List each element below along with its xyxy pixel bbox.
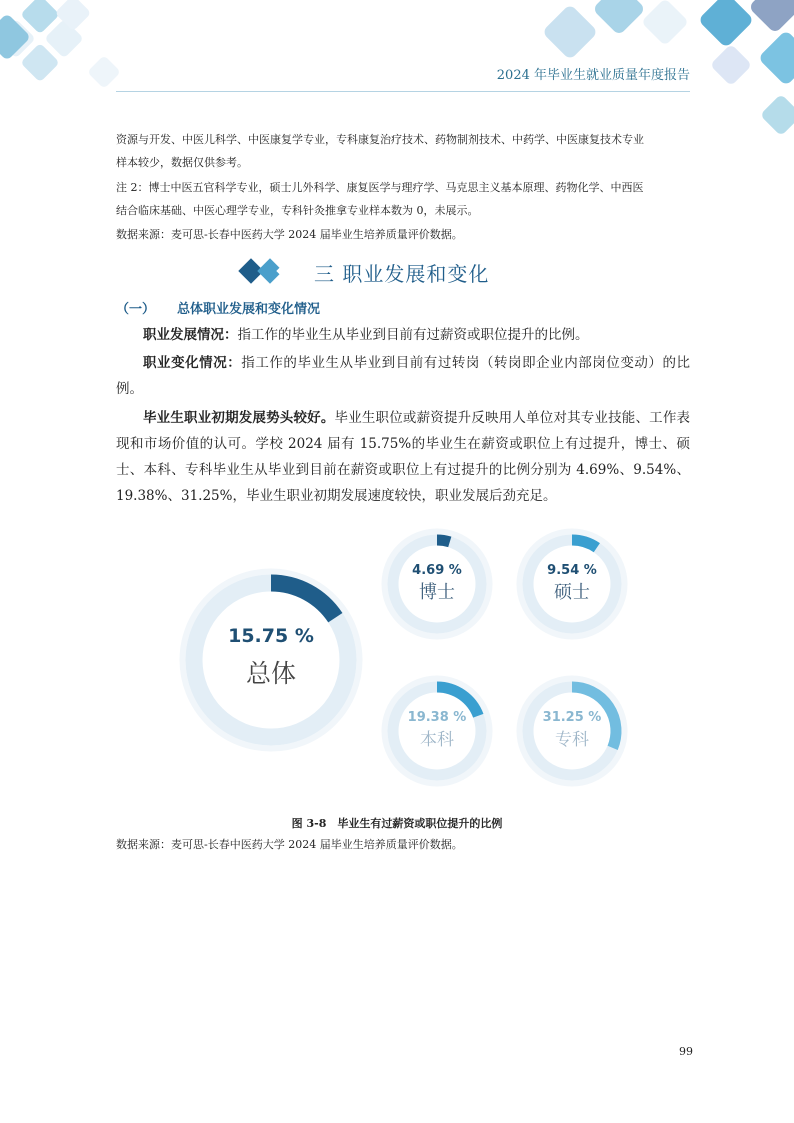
- page-number: 99: [679, 1045, 693, 1058]
- definition-change-text: 指工作的毕业生从毕业到目前有过转岗（转岗即企业内部岗位变动）的比例。: [116, 355, 691, 397]
- subsection-title: 总体职业发展和变化情况: [177, 302, 321, 317]
- figure-source: 数据来源：麦可思-长春中医药大学 2024 届毕业生培养质量评价数据。: [116, 838, 463, 851]
- definition-change: [116, 350, 690, 402]
- donut-category-label: 博士: [419, 582, 455, 603]
- donut-slice-3: [572, 540, 597, 548]
- note-line-4: 结合临床基础、中医心理学专业，专科针灸推拿专业样本数为 0，未展示。: [116, 204, 479, 217]
- donut-category-label: 硕士: [554, 582, 590, 603]
- definition-development-text: 指工作的毕业生从毕业到目前有过薪资或职位提升的比例。: [237, 327, 589, 343]
- paragraph-lead: 毕业生职业初期发展势头较好。: [143, 410, 335, 426]
- header-rule: [116, 91, 690, 92]
- note-line-3: 注 2：博士中医五官科学专业，硕士儿外科学、康复医学与理疗学、马克思主义基本原理、药物化学、中西医: [116, 181, 644, 194]
- donut-category-label: 专科: [555, 730, 589, 750]
- donut-chart: [170, 525, 640, 795]
- note-line-2: 样本较少，数据仅供参考。: [116, 156, 248, 169]
- donut-value-label: 31.25 %: [542, 710, 602, 725]
- donut-value-label: 15.75 %: [228, 625, 314, 647]
- running-header: 2024 年毕业生就业质量年度报告: [496, 68, 690, 83]
- diamond-gap: [276, 258, 301, 283]
- donut-slice-2: [437, 540, 450, 542]
- figure-caption: 图 3-8 毕业生有过薪资或职位提升的比例: [291, 817, 503, 830]
- donut-category-label: 本科: [420, 730, 454, 750]
- body-paragraph: [116, 405, 690, 509]
- subsection-heading: [116, 298, 320, 317]
- donut-value-label: 4.69 %: [412, 563, 462, 578]
- section-heading: [0, 254, 794, 288]
- definition-change-label: 职业变化情况：: [143, 355, 242, 371]
- subsection-number: （一）: [116, 302, 156, 317]
- section-title: 三 职业发展和变化: [314, 262, 490, 286]
- note-source: 数据来源：麦可思-长春中医药大学 2024 届毕业生培养质量评价数据。: [116, 228, 463, 241]
- paragraph-text: 毕业生职位或薪资提升反映用人单位对其专业技能、工作表现和市场价值的认可。学校 2024 届有 15.75%的毕业生在薪资或职位上有过提升，博士、硕士、本科、专科毕业生从毕业到目前在薪资或职位上有过提升的比例分别为 4.69%、9.54%、19.38%、31.25%，毕业生职业初期发展速度较快，职业发展后劲充足。: [116, 410, 691, 504]
- donut-category-label: 总体: [245, 659, 297, 688]
- definition-development-label: 职业发展情况：: [143, 327, 238, 343]
- note-line-1: 资源与开发、中医儿科学、中医康复学专业，专科康复治疗技术、药物制剂技术、中药学、中医康复技术专业: [116, 133, 644, 146]
- donut-value-label: 9.54 %: [547, 563, 597, 578]
- donut-value-label: 19.38 %: [407, 710, 467, 725]
- definition-development: [116, 322, 690, 348]
